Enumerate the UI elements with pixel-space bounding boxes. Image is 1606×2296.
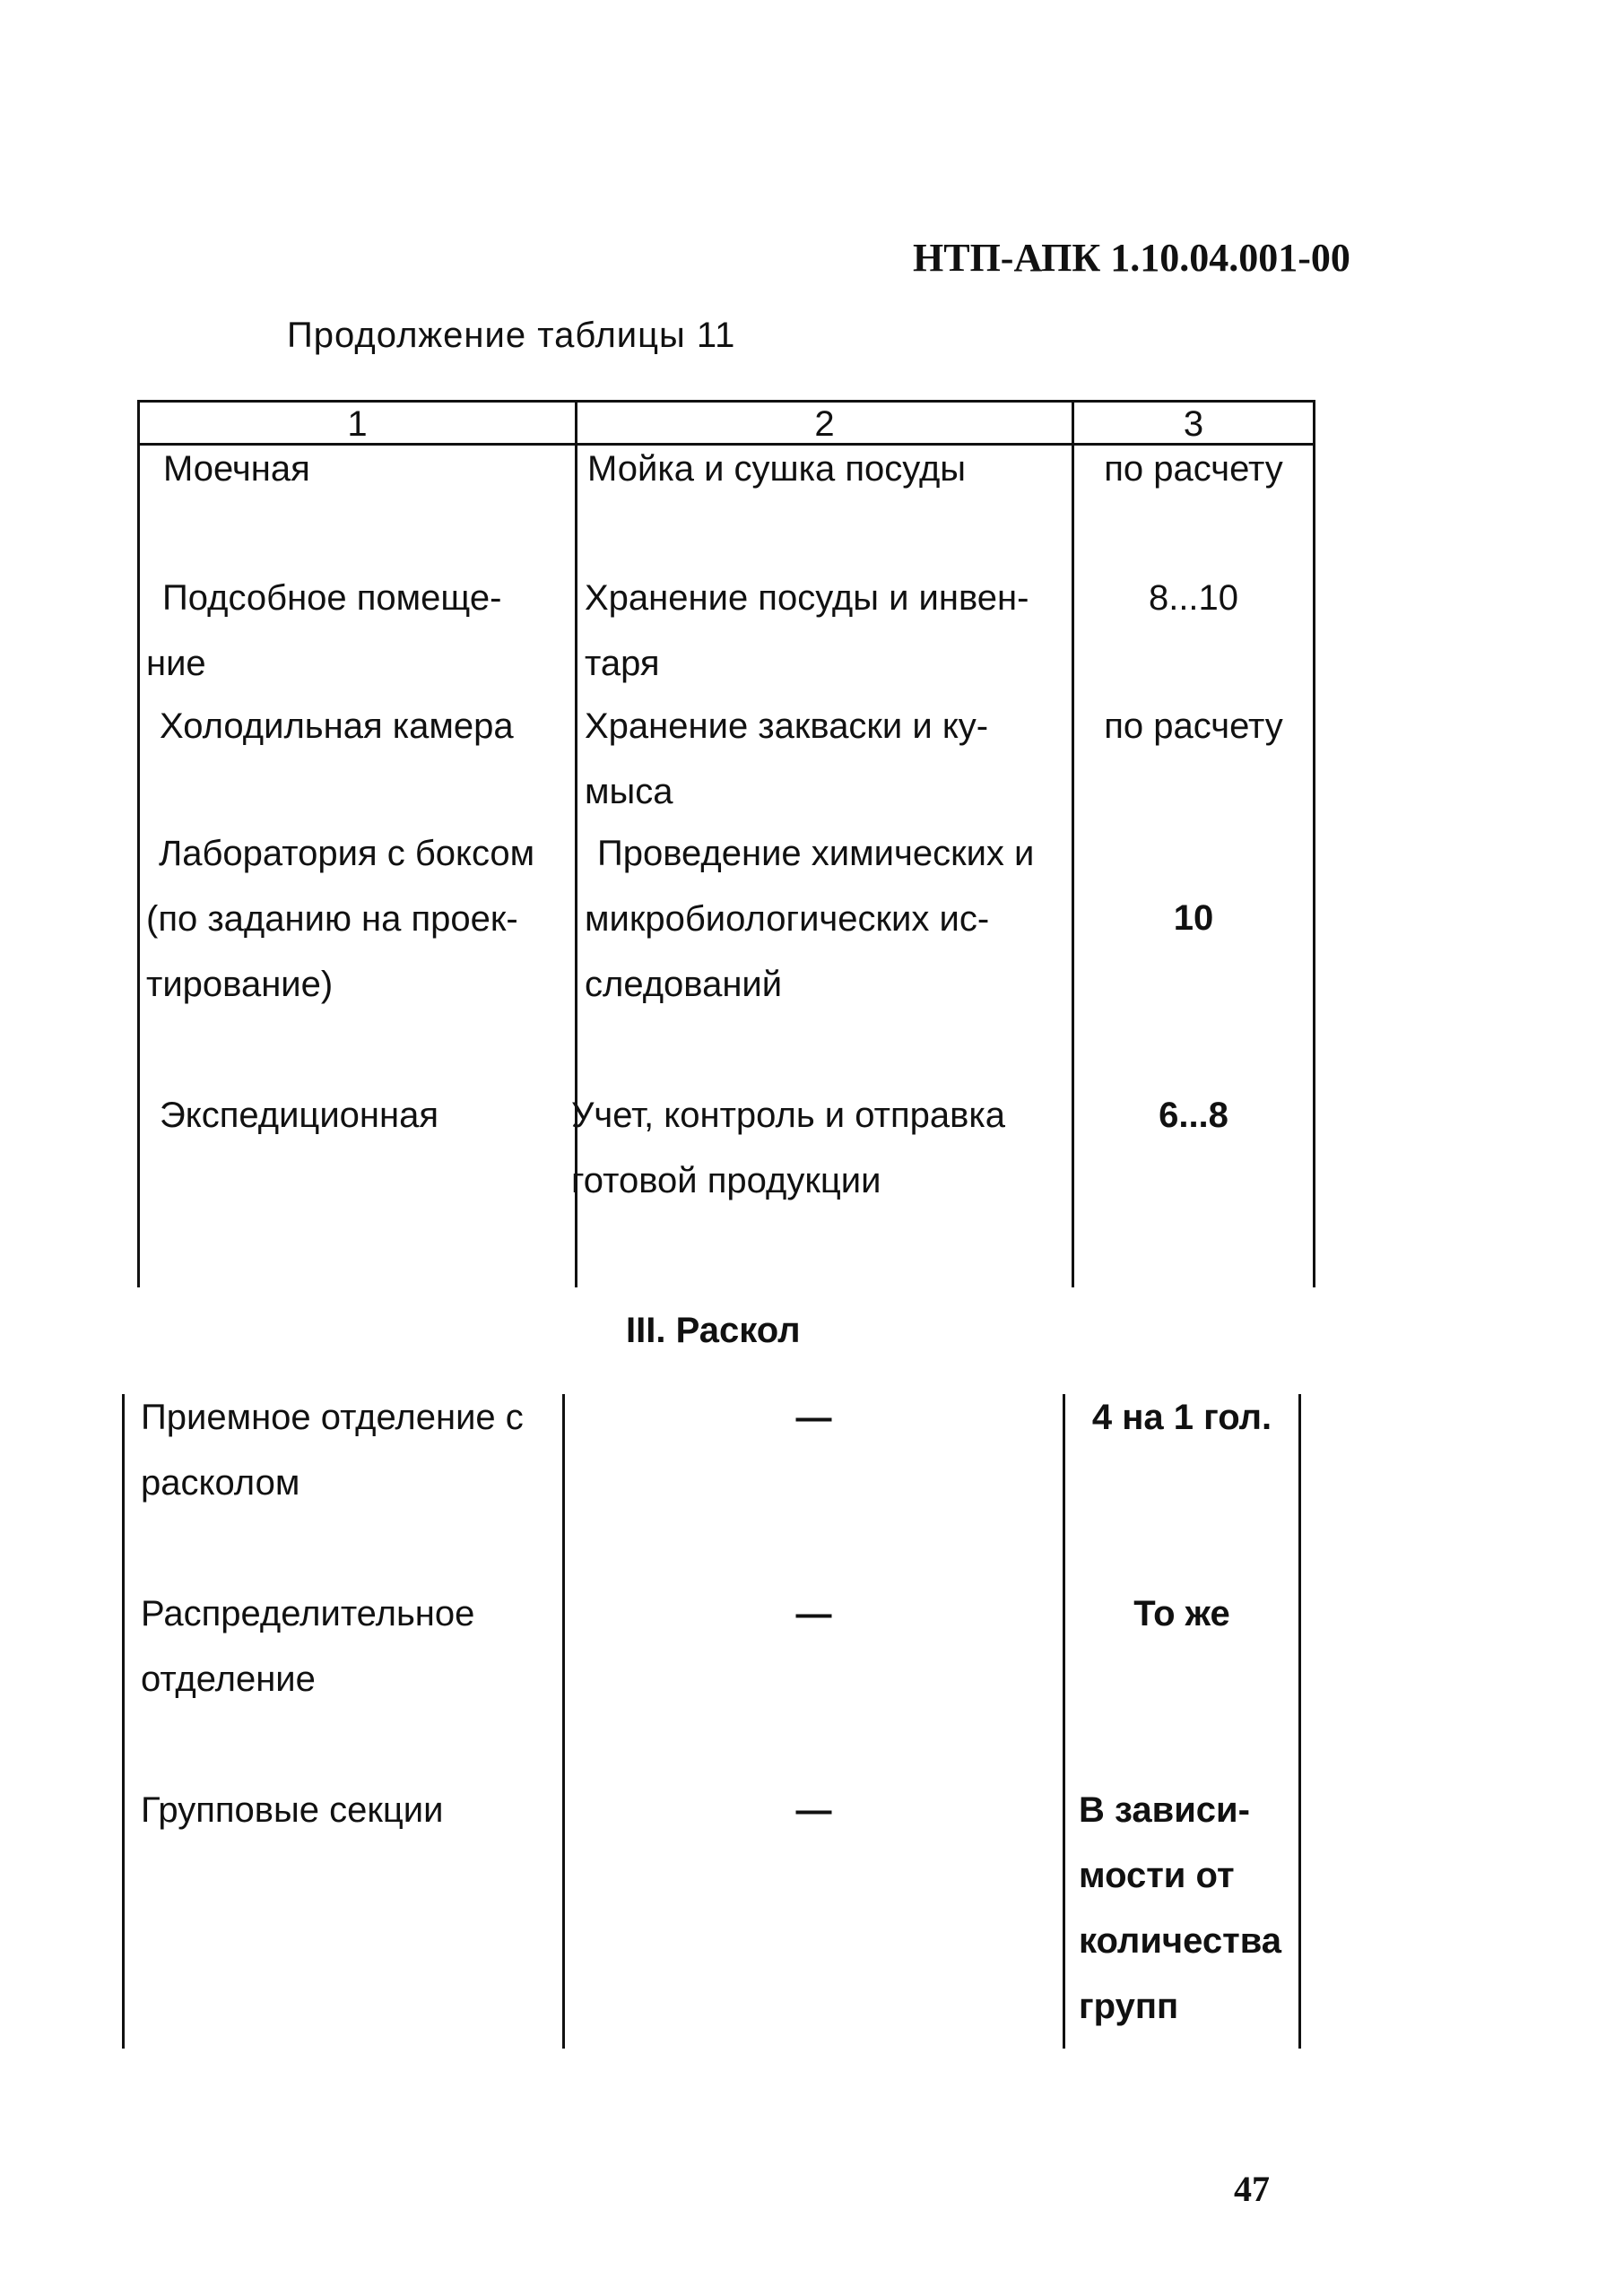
row3-value: по расчету (1104, 706, 1283, 746)
row5-room: Экспедиционная (160, 1096, 438, 1135)
section-row3-purpose: — (795, 1790, 832, 1830)
column-divider-2 (1072, 400, 1074, 1287)
row3-room: Холодильная камера (160, 706, 514, 746)
section-row3-value: В зависи- мости от количества групп (1079, 1790, 1282, 2026)
table-top-border (137, 400, 1315, 403)
row1-room: Моечная (163, 449, 310, 489)
row1-purpose: Мойка и сушка посуды (587, 449, 967, 489)
table-left-border (137, 400, 140, 1287)
row4-value: 10 (1173, 898, 1214, 938)
row1-value: по расчету (1104, 449, 1283, 489)
document-code: НТП-АПК 1.10.04.001-00 (913, 236, 1350, 280)
row3-purpose: Хранение закваски и ку- мыса (585, 706, 989, 811)
section-title: III. Раскол (626, 1311, 801, 1350)
row2-value: 8...10 (1148, 578, 1239, 618)
row2-purpose: Хранение посуды и инвен- таря (585, 578, 1029, 683)
table-right-border (1313, 400, 1315, 1287)
row4-room: Лаборатория с боксом (по заданию на проек- тирование) (146, 834, 535, 1004)
page-number: 47 (1234, 2169, 1270, 2209)
section-row2-value: То же (1133, 1594, 1230, 1633)
section-left-border (122, 1394, 125, 2049)
row5-purpose: Учет, контроль и отправка готовой продукции (571, 1096, 1005, 1200)
row2-room: Подсобное помеще- ние (146, 578, 502, 683)
row5-value: 6...8 (1159, 1096, 1228, 1135)
column-header-3: 3 (1183, 404, 1204, 444)
row4-purpose: Проведение химических и микробиологических ис- следований (585, 834, 1035, 1004)
section-right-border (1298, 1394, 1301, 2049)
section-row2-purpose: — (795, 1594, 832, 1633)
table-caption: Продолжение таблицы 11 (287, 316, 736, 355)
section-divider-1 (562, 1394, 565, 2049)
section-row1-purpose: — (795, 1398, 832, 1437)
section-divider-2 (1063, 1394, 1065, 2049)
column-header-1: 1 (347, 404, 368, 444)
section-row1-room: Приемное отделение с расколом (141, 1398, 524, 1503)
column-header-2: 2 (814, 404, 835, 444)
section-row2-room: Распределительное отделение (141, 1594, 475, 1699)
section-row1-value: 4 на 1 гол. (1091, 1398, 1272, 1437)
section-row3-room: Групповые секции (141, 1790, 444, 1830)
